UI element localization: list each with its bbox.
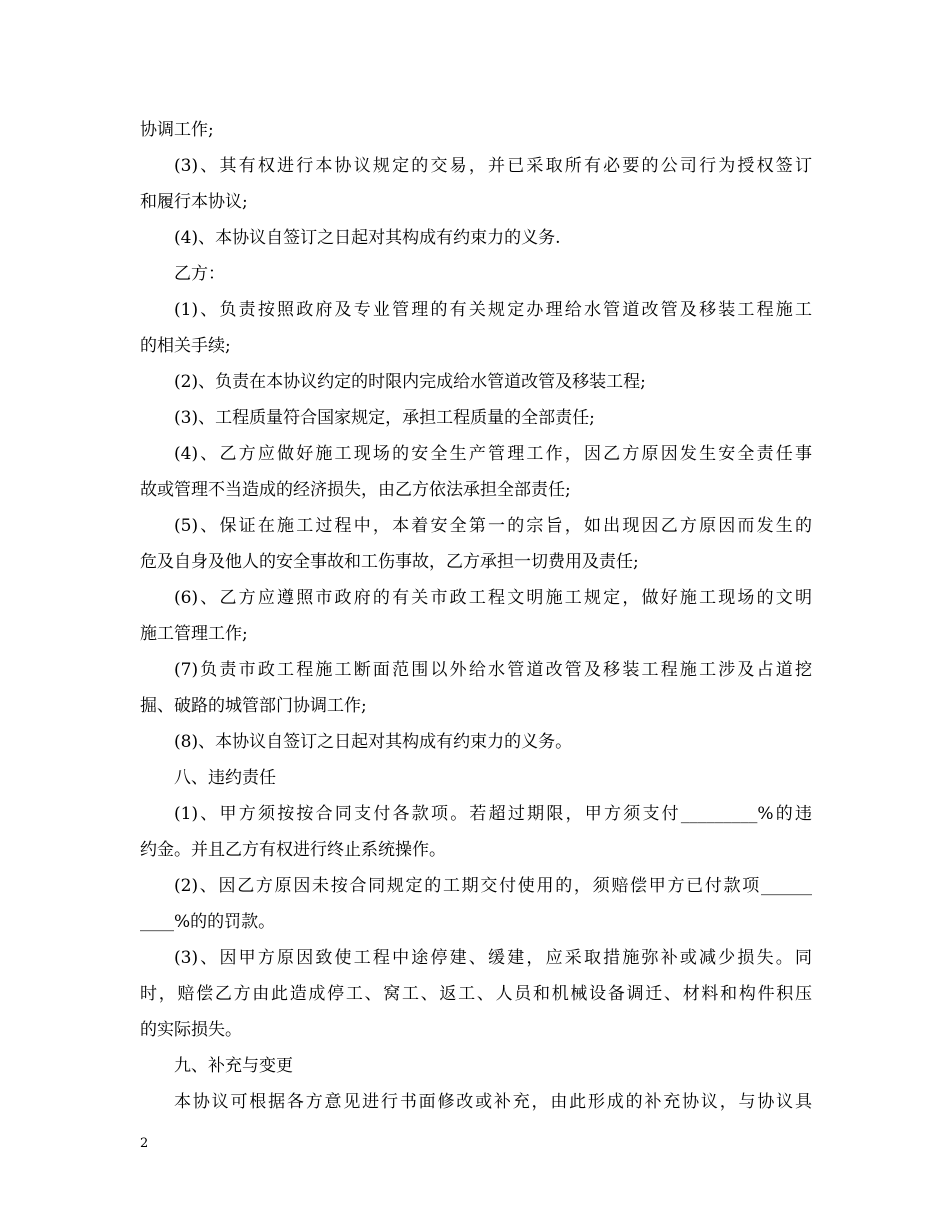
- text-line: (5)、保证在施工过程中，本着安全第一的宗旨，如出现因乙方原因而发生的: [174, 516, 812, 536]
- text-line: 约金。并且乙方有权进行终止系统操作。: [140, 840, 446, 860]
- text-line: 故或管理不当造成的经济损失，由乙方依法承担全部责任;: [140, 480, 571, 500]
- text-line: (4)、本协议自签订之日起对其构成有约束力的义务.: [174, 228, 561, 248]
- text-line: 施工管理工作;: [140, 624, 248, 644]
- text-line: 时，赔偿乙方由此造成停工、窝工、返工、人员和机械设备调迁、材料和构件积压: [140, 984, 812, 1004]
- text-line: 协调工作;: [140, 120, 214, 140]
- text-line: 危及自身及他人的安全事故和工伤事故，乙方承担一切费用及责任;: [140, 552, 639, 572]
- text-line: (3)、因甲方原因致使工程中途停建、缓建，应采取措施弥补或减少损失。同: [174, 948, 812, 968]
- text-line: (6)、乙方应遵照市政府的有关市政工程文明施工规定，做好施工现场的文明: [174, 588, 812, 608]
- text-line: (2)、因乙方原因未按合同规定的工期交付使用的，须赔偿甲方已付款项______: [174, 876, 812, 896]
- text-line: 和履行本协议;: [140, 192, 248, 212]
- text-line: 九、补充与变更: [174, 1056, 293, 1076]
- text-line: ____%的的罚款。: [140, 912, 276, 932]
- text-line: 的实际损失。: [140, 1020, 242, 1040]
- text-line: 本协议可根据各方意见进行书面修改或补充，由此形成的补充协议，与协议具: [174, 1092, 812, 1112]
- page-number: 2: [140, 1136, 149, 1151]
- text-line: (1)、负责按照政府及专业管理的有关规定办理给水管道改管及移装工程施工: [174, 300, 812, 320]
- text-line: 乙方：: [174, 264, 225, 284]
- text-line: 八、违约责任: [174, 768, 276, 788]
- text-line: 掘、破路的城管部门协调工作;: [140, 696, 367, 716]
- text-line: (8)、本协议自签订之日起对其构成有约束力的义务。: [174, 732, 573, 752]
- document-body: [140, 112, 812, 1120]
- text-line: 的相关手续;: [140, 336, 231, 356]
- text-line: (7)负责市政工程施工断面范围以外给水管道改管及移装工程施工涉及占道挖: [174, 660, 812, 680]
- text-line: (3)、其有权进行本协议规定的交易，并已采取所有必要的公司行为授权签订: [174, 156, 812, 176]
- text-line: (1)、甲方须按按合同支付各款项。若超过期限，甲方须支付_________%的违: [174, 804, 812, 824]
- text-line: (3)、工程质量符合国家规定，承担工程质量的全部责任;: [174, 408, 595, 428]
- text-line: (4)、乙方应做好施工现场的安全生产管理工作，因乙方原因发生安全责任事: [174, 444, 812, 464]
- text-line: (2)、负责在本协议约定的时限内完成给水管道改管及移装工程;: [174, 372, 646, 392]
